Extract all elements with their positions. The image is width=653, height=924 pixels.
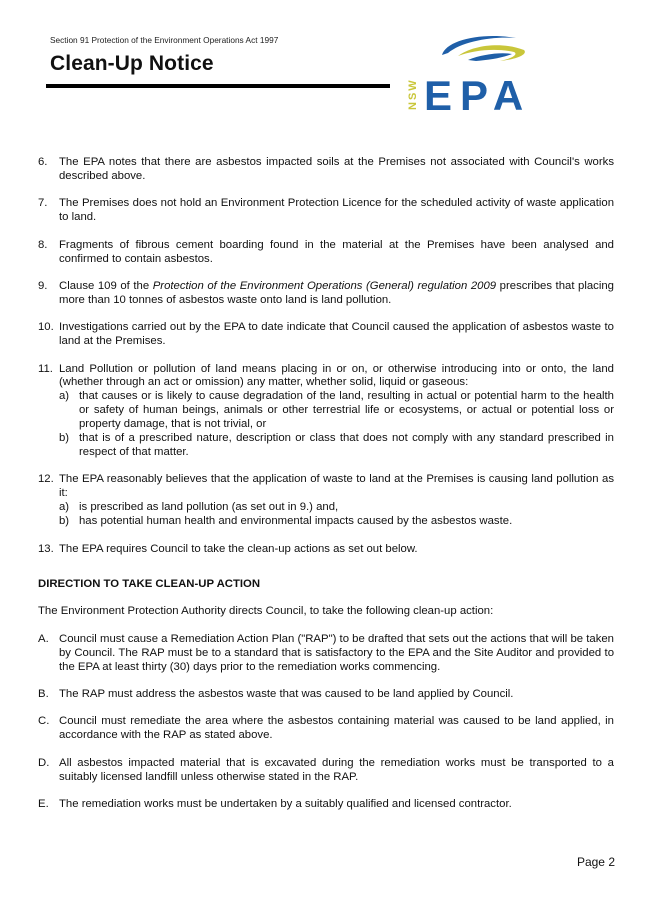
list-item [38, 239, 614, 267]
page-title: Clean-Up Notice [50, 52, 214, 75]
action-item [38, 757, 614, 785]
item-text: The EPA reasonably believes that the application of waste to land at the Premises is causing land pollution as it: [59, 473, 614, 500]
action-text: The remediation works must be undertaken by a suitably qualified and licensed contractor. [59, 798, 512, 810]
item-number: 8. [38, 238, 48, 251]
list-item [38, 197, 614, 225]
sub-item [59, 515, 614, 529]
action-text: Council must cause a Remediation Action Plan ("RAP") to be drafted that sets out the actions that will be taken by Council. The RAP must be to a standard that is satisfactory to the EPA and the Site Auditor and provided to the EPA at least thirty (30) days prior to the remediation works commencing. [59, 632, 614, 673]
item-number: 13. [38, 542, 54, 555]
action-letter: B. [38, 687, 49, 700]
sub-item-letter: a) [59, 390, 70, 403]
item-number: 9. [38, 279, 48, 292]
sub-item-letter: a) [59, 501, 70, 514]
item-content [59, 363, 614, 460]
sub-item-text: that is of a prescribed nature, description or class that does not comply with any standard prescribed in respect of that matter. [79, 432, 614, 458]
action-item [38, 715, 614, 743]
action-text: The RAP must address the asbestos waste that was caused to be land applied by Council. [59, 687, 514, 700]
sub-item-letter: b) [59, 515, 70, 528]
section-heading: DIRECTION TO TAKE CLEAN-UP ACTION [38, 578, 261, 591]
item-text [59, 280, 614, 308]
sub-item [59, 501, 614, 515]
action-item [38, 798, 614, 812]
epa-logo [398, 32, 534, 114]
list-item [38, 473, 614, 529]
item-content [59, 473, 614, 529]
action-text: All asbestos impacted material that is excavated during the remediation works must be transported to a suitably licensed landfill unless otherwise stated in the RAP. [59, 756, 614, 783]
sub-item-text: that causes or is likely to cause degradation of the land, resulting in actual or potential harm to the health or safety of human beings, animals or other terrestrial life or ecosystems, or actual or potential loss or property damage, that is not trivial, or [79, 390, 614, 431]
regulation-title: Protection of the Environment Operations (General) regulation 2009 [152, 279, 497, 292]
item-text-before: Clause 109 of the [59, 279, 153, 292]
section-intro: The Environment Protection Authority directs Council, to take the following clean-up action: [38, 605, 494, 618]
list-item [38, 156, 614, 184]
list-item [38, 363, 614, 460]
action-text: Council must remediate the area where the asbestos containing material was caused to be land applied, in accordance with the RAP as stated above. [59, 715, 614, 742]
item-text-after: prescribes that placing more than 10 tonnes of asbestos waste onto land is land pollution. [59, 279, 614, 306]
action-letter: D. [38, 756, 50, 769]
action-item [38, 688, 614, 702]
logo-letters: EPA [424, 72, 532, 114]
list-item [38, 280, 614, 308]
item-text: The Premises does not hold an Environment Protection Licence for the scheduled activity of waste application to land. [59, 197, 614, 224]
action-letter: A. [38, 632, 49, 645]
item-number: 6. [38, 156, 48, 168]
title-rule [46, 84, 390, 88]
item-number: 10. [38, 321, 54, 334]
action-item [38, 633, 614, 675]
sub-item-text: is prescribed as land pollution (as set out in 9.) and, [79, 501, 339, 514]
item-number: 7. [38, 197, 48, 210]
list-item [38, 543, 614, 557]
item-text: Land Pollution or pollution of land means placing in or on, or otherwise introducing into or onto, the land (whether through an act or omission) any matter, whether solid, liquid or gaseous: [59, 362, 614, 389]
item-number: 11. [38, 362, 53, 375]
action-letter: E. [38, 798, 49, 810]
sub-item [59, 432, 614, 460]
notice-body [38, 156, 614, 825]
sub-item-letter: b) [59, 432, 70, 445]
item-number: 12. [38, 473, 54, 486]
sub-item [59, 390, 614, 432]
item-text: Investigations carried out by the EPA to date indicate that Council caused the application of asbestos waste to land at the Premises. [59, 321, 614, 348]
item-text: The EPA requires Council to take the clean-up actions as set out below. [59, 542, 418, 555]
page-number: Page 2 [576, 855, 615, 869]
logo-prefix: NSW [407, 78, 419, 110]
act-reference: Section 91 Protection of the Environment Operations Act 1997 [50, 35, 279, 45]
action-letter: C. [38, 715, 50, 728]
sub-item-text: has potential human health and environmental impacts caused by the asbestos waste. [79, 515, 513, 528]
list-item [38, 321, 614, 349]
item-text: Fragments of fibrous cement boarding found in the material at the Premises have been analysed and confirmed to contain asbestos. [59, 238, 614, 265]
item-text: The EPA notes that there are asbestos impacted soils at the Premises not associated with Council's works described above. [59, 156, 614, 182]
